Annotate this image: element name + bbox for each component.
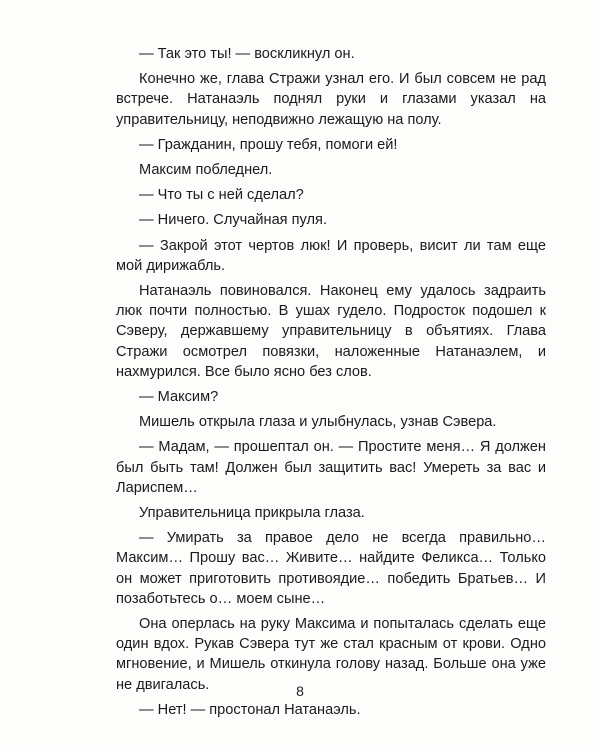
paragraph: — Умирать за правое дело не всегда правильно… Максим… Прошу вас… Живите… найдите Феликса… Только он может приготовить противоядие… победить Братьев… И позаботьтесь о… моем сыне… bbox=[116, 530, 546, 607]
paragraph: — Нет! — простонал Натанаэль. bbox=[139, 701, 361, 718]
paragraph: — Максим? bbox=[139, 389, 219, 406]
paragraph: — Ничего. Случайная пуля. bbox=[139, 212, 327, 229]
paragraph: Управительница прикрыла глаза. bbox=[139, 505, 365, 522]
paragraph: Максим побледнел. bbox=[139, 162, 273, 179]
paragraph: Мишель открыла глаза и улыбнулась, узнав Сэвера. bbox=[139, 414, 497, 431]
paragraph: — Так это ты! — воскликнул он. bbox=[139, 46, 355, 62]
paragraph: — Закрой этот чертов люк! И проверь, висит ли там еще мой дирижабль. bbox=[116, 237, 546, 274]
paragraph: Конечно же, глава Стражи узнал его. И был совсем не рад встрече. Натанаэль поднял руки и глазами указал на управительницу, неподвижно лежащую на полу. bbox=[116, 71, 546, 128]
paragraph: — Гражданин, прошу тебя, помоги ей! bbox=[139, 136, 398, 153]
paragraph: Натанаэль повиновался. Наконец ему удалось задраить люк почти полностью. В ушах гудело. Подросток подошел к Сэверу, державшему управительницу в объятиях. Глава Стражи осмотрел повязки, наложенные Натанаэлем, и нахмурился. Все было ясно без слов. bbox=[116, 283, 546, 380]
paragraph: — Что ты с ней сделал? bbox=[139, 187, 304, 204]
page-body-text bbox=[116, 44, 546, 725]
page-number: 8 bbox=[296, 683, 304, 699]
paragraph: — Мадам, — прошептал он. — Простите меня… Я должен был быть там! Должен был защитить вас! Умереть за вас и Лариспем… bbox=[116, 439, 546, 496]
paragraph: Она оперлась на руку Максима и попыталась сделать еще один вдох. Рукав Сэвера тут же стал красным от крови. Одно мгновение, и Мишель откинула голову назад. Больше она уже не двигалась. bbox=[116, 616, 546, 693]
